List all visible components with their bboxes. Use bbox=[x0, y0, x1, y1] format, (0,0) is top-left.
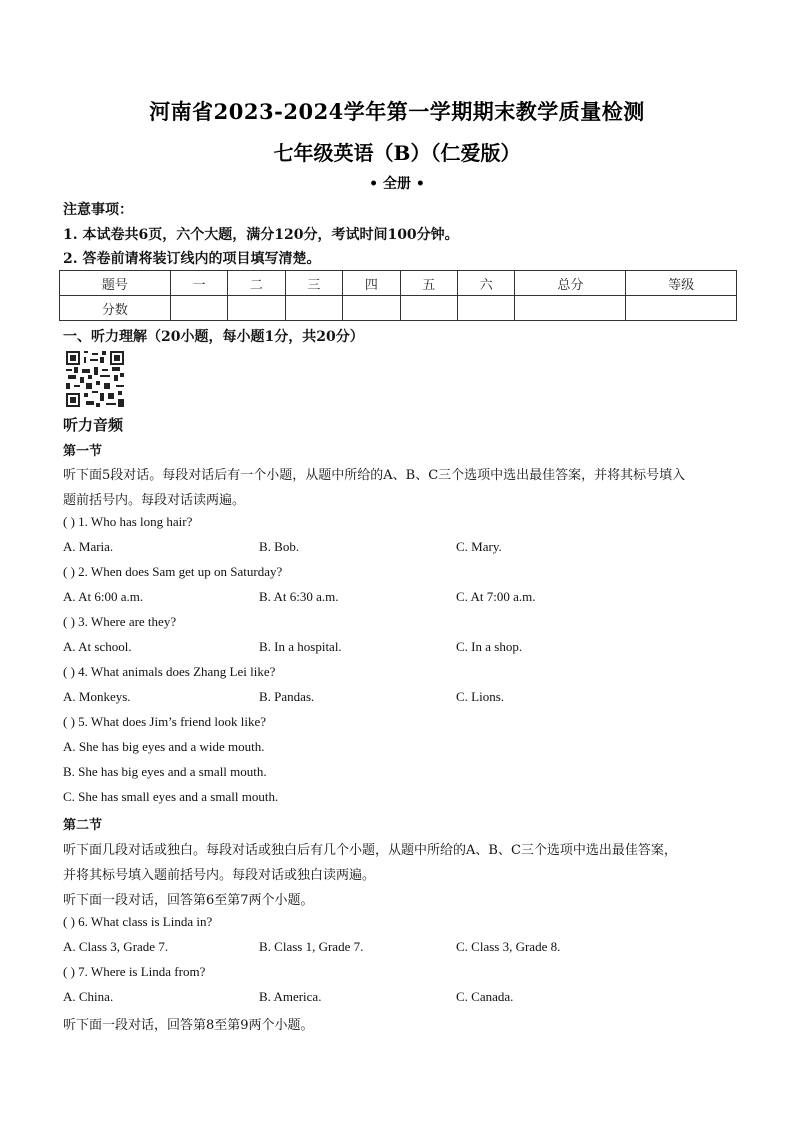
question-stem-7: ( ) 7. Where is Linda from? bbox=[63, 964, 206, 979]
table-cell: 三 bbox=[285, 271, 342, 296]
score-input-cell[interactable] bbox=[400, 296, 457, 321]
score-input-cell[interactable] bbox=[285, 296, 342, 321]
question-7-option-b: B. America. bbox=[259, 989, 322, 1004]
question-6-option-c: C. Class 3, Grade 8. bbox=[456, 939, 561, 954]
exam-title: 河南省2023-2024学年第一学期期末教学质量检测 bbox=[149, 99, 645, 124]
score-table-header-row bbox=[60, 271, 737, 296]
score-input-cell[interactable] bbox=[515, 296, 626, 321]
section1-title: 一、听力理解（20小题，每小题1分，共20分） bbox=[63, 329, 364, 345]
question-3-option-a: A. At school. bbox=[63, 639, 132, 654]
question-4-option-b: B. Pandas. bbox=[259, 689, 315, 704]
score-table-score-row bbox=[60, 296, 737, 321]
question-7-option-c: C. Canada. bbox=[456, 989, 514, 1004]
question-4-option-c: C. Lions. bbox=[456, 689, 505, 704]
table-cell: 等级 bbox=[626, 271, 737, 296]
question-5-option-b: B. She has big eyes and a small mouth. bbox=[63, 764, 267, 779]
question-1-option-c: C. Mary. bbox=[456, 539, 502, 554]
question-stem-4: ( ) 4. What animals does Zhang Lei like? bbox=[63, 664, 276, 679]
exam-subtitle: 七年级英语（B）（仁爱版） bbox=[273, 141, 521, 165]
question-2-option-b: B. At 6:30 a.m. bbox=[259, 589, 339, 604]
part2-heading: 第二节 bbox=[63, 818, 103, 833]
question-stem-1: ( ) 1. Who has long hair? bbox=[63, 514, 193, 529]
question-stem-2: ( ) 2. When does Sam get up on Saturday? bbox=[63, 564, 283, 579]
question-3-option-c: C. In a shop. bbox=[456, 639, 523, 654]
score-table bbox=[59, 270, 737, 321]
table-cell: 二 bbox=[228, 271, 285, 296]
question-4-option-a: A. Monkeys. bbox=[63, 689, 131, 704]
part1-instruction-2: 题前括号内。每段对话读两遍。 bbox=[63, 493, 246, 508]
notes-heading: 注意事项： bbox=[63, 202, 133, 218]
table-cell: 题号 bbox=[60, 271, 171, 296]
question-stem-5: ( ) 5. What does Jim’s friend look like? bbox=[63, 714, 267, 729]
question-6-option-b: B. Class 1, Grade 7. bbox=[259, 939, 364, 954]
dialog1-intro: 听下面一段对话，回答第6至第7两个小题。 bbox=[63, 893, 314, 908]
part1-instruction-1: 听下面5段对话。每段对话后有一个小题，从题中所给的A、B、C三个选项中选出最佳答案，并将其标号填入 bbox=[63, 468, 686, 483]
question-6-option-a: A. Class 3, Grade 7. bbox=[63, 939, 169, 954]
exam-scope: • 全册 • bbox=[369, 176, 425, 192]
part2-instruction-2: 并将其标号填入题前括号内。每段对话或独白读两遍。 bbox=[63, 868, 376, 883]
table-cell: 五 bbox=[400, 271, 457, 296]
question-1-option-a: A. Maria. bbox=[63, 539, 114, 554]
score-input-cell[interactable] bbox=[170, 296, 227, 321]
part2-instruction-1: 听下面几段对话或独白。每段对话或独白后有几个小题，从题中所给的A、B、C三个选项中选出最佳答案， bbox=[63, 843, 677, 858]
table-cell: 一 bbox=[170, 271, 227, 296]
part1-heading: 第一节 bbox=[63, 444, 103, 459]
table-cell: 四 bbox=[343, 271, 400, 296]
score-input-cell[interactable] bbox=[343, 296, 400, 321]
score-input-cell[interactable] bbox=[458, 296, 515, 321]
score-input-cell[interactable] bbox=[228, 296, 285, 321]
qr-code-icon[interactable] bbox=[66, 351, 124, 407]
note-item-1: 1. 本试卷共6页，六个大题，满分120分，考试时间100分钟。 bbox=[63, 227, 459, 243]
question-7-option-a: A. China. bbox=[63, 989, 114, 1004]
question-5-option-c: C. She has small eyes and a small mouth. bbox=[63, 789, 279, 804]
score-input-cell[interactable] bbox=[626, 296, 737, 321]
dialog2-intro: 听下面一段对话，回答第8至第9两个小题。 bbox=[63, 1018, 314, 1033]
table-cell: 总分 bbox=[515, 271, 626, 296]
table-cell: 六 bbox=[458, 271, 515, 296]
question-2-option-a: A. At 6:00 a.m. bbox=[63, 589, 144, 604]
question-3-option-b: B. In a hospital. bbox=[259, 639, 342, 654]
question-stem-3: ( ) 3. Where are they? bbox=[63, 614, 177, 629]
question-stem-6: ( ) 6. What class is Linda in? bbox=[63, 914, 213, 929]
audio-label: 听力音频 bbox=[63, 416, 124, 434]
table-cell: 分数 bbox=[60, 296, 171, 321]
question-5-option-a: A. She has big eyes and a wide mouth. bbox=[63, 739, 265, 754]
question-2-option-c: C. At 7:00 a.m. bbox=[456, 589, 536, 604]
note-item-2: 2. 答卷前请将装订线内的项目填写清楚。 bbox=[63, 251, 321, 267]
question-1-option-b: B. Bob. bbox=[259, 539, 300, 554]
